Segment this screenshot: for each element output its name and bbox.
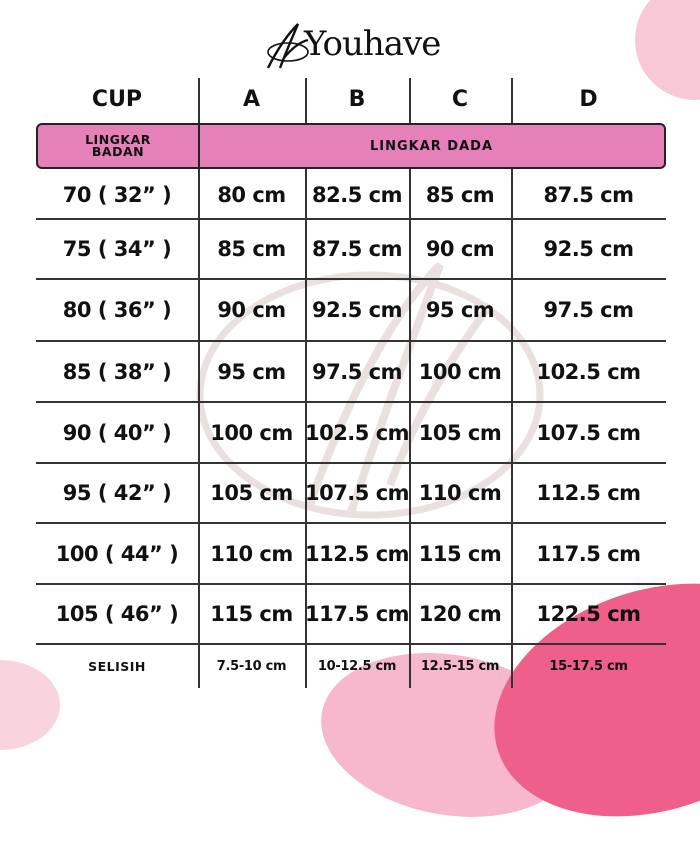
bust-cell-d: 122.5 cm [536, 601, 641, 626]
band-size-cell: 105 ( 46” ) [55, 601, 179, 626]
band-size-cell: 90 ( 40” ) [62, 420, 172, 445]
body-circumference-label-line2: BADAN [91, 144, 145, 159]
bust-cell-c: 120 cm [418, 601, 502, 626]
bust-cell-b: 97.5 cm [312, 359, 402, 384]
band-size-cell: 95 ( 42” ) [62, 480, 172, 505]
bust-cell-b: 107.5 cm [304, 480, 410, 505]
difference-label: SELISIH [88, 659, 146, 674]
band-size-cell: 70 ( 32” ) [62, 183, 172, 207]
bust-cell-b: 92.5 cm [312, 298, 402, 322]
bust-cell-c: 100 cm [418, 359, 502, 384]
difference-cell-a: 7.5-10 cm [216, 659, 287, 674]
bust-cell-c: 95 cm [425, 298, 495, 322]
cup-a-header: A [242, 86, 261, 112]
bust-cell-d: 117.5 cm [536, 541, 641, 566]
bust-cell-a: 100 cm [210, 420, 293, 445]
bust-cell-c: 105 cm [418, 420, 502, 445]
size-table [36, 78, 666, 698]
band-size-cell: 75 ( 34” ) [62, 236, 172, 261]
bust-cell-a: 95 cm [217, 359, 286, 384]
bust-cell-b: 82.5 cm [312, 183, 402, 207]
bust-cell-c: 90 cm [425, 236, 495, 261]
bust-cell-d: 87.5 cm [543, 183, 634, 207]
brand-name: Youhave [304, 24, 441, 64]
bust-cell-b: 87.5 cm [312, 236, 402, 261]
bust-cell-a: 80 cm [217, 183, 286, 207]
bust-cell-b: 117.5 cm [304, 601, 410, 626]
difference-cell-c: 12.5-15 cm [420, 659, 500, 674]
measurement-header-band [36, 123, 666, 169]
bust-cell-a: 85 cm [217, 236, 286, 261]
bust-cell-d: 102.5 cm [536, 359, 641, 384]
bust-cell-a: 115 cm [210, 601, 293, 626]
bust-cell-a: 105 cm [210, 480, 293, 505]
body-circumference-label-line1: LINGKAR [85, 132, 151, 147]
cup-d-header: D [579, 86, 598, 112]
body-circumference-label [38, 125, 198, 167]
bust-cell-d: 97.5 cm [543, 298, 634, 322]
bust-cell-b: 102.5 cm [304, 420, 410, 445]
bust-cell-a: 90 cm [217, 298, 286, 322]
bust-cell-c: 85 cm [425, 183, 495, 207]
difference-cell-d: 15-17.5 cm [549, 659, 628, 674]
cup-b-header: B [348, 86, 366, 112]
brand-logo [0, 18, 700, 74]
bust-cell-d: 107.5 cm [536, 420, 641, 445]
bust-cell-b: 112.5 cm [304, 541, 410, 566]
bust-cell-c: 110 cm [418, 480, 502, 505]
bust-circumference-label: LINGKAR DADA [369, 138, 494, 154]
bust-cell-d: 92.5 cm [543, 236, 634, 261]
difference-cell-b: 10-12.5 cm [317, 659, 397, 674]
band-size-cell: 85 ( 38” ) [62, 359, 172, 384]
bust-cell-c: 115 cm [418, 541, 502, 566]
bust-cell-d: 112.5 cm [536, 480, 641, 505]
band-size-cell: 80 ( 36” ) [62, 298, 172, 322]
cup-c-header: C [451, 86, 469, 112]
cup-header: CUP [91, 86, 143, 112]
bust-cell-a: 110 cm [210, 541, 293, 566]
band-size-cell: 100 ( 44” ) [55, 541, 179, 566]
